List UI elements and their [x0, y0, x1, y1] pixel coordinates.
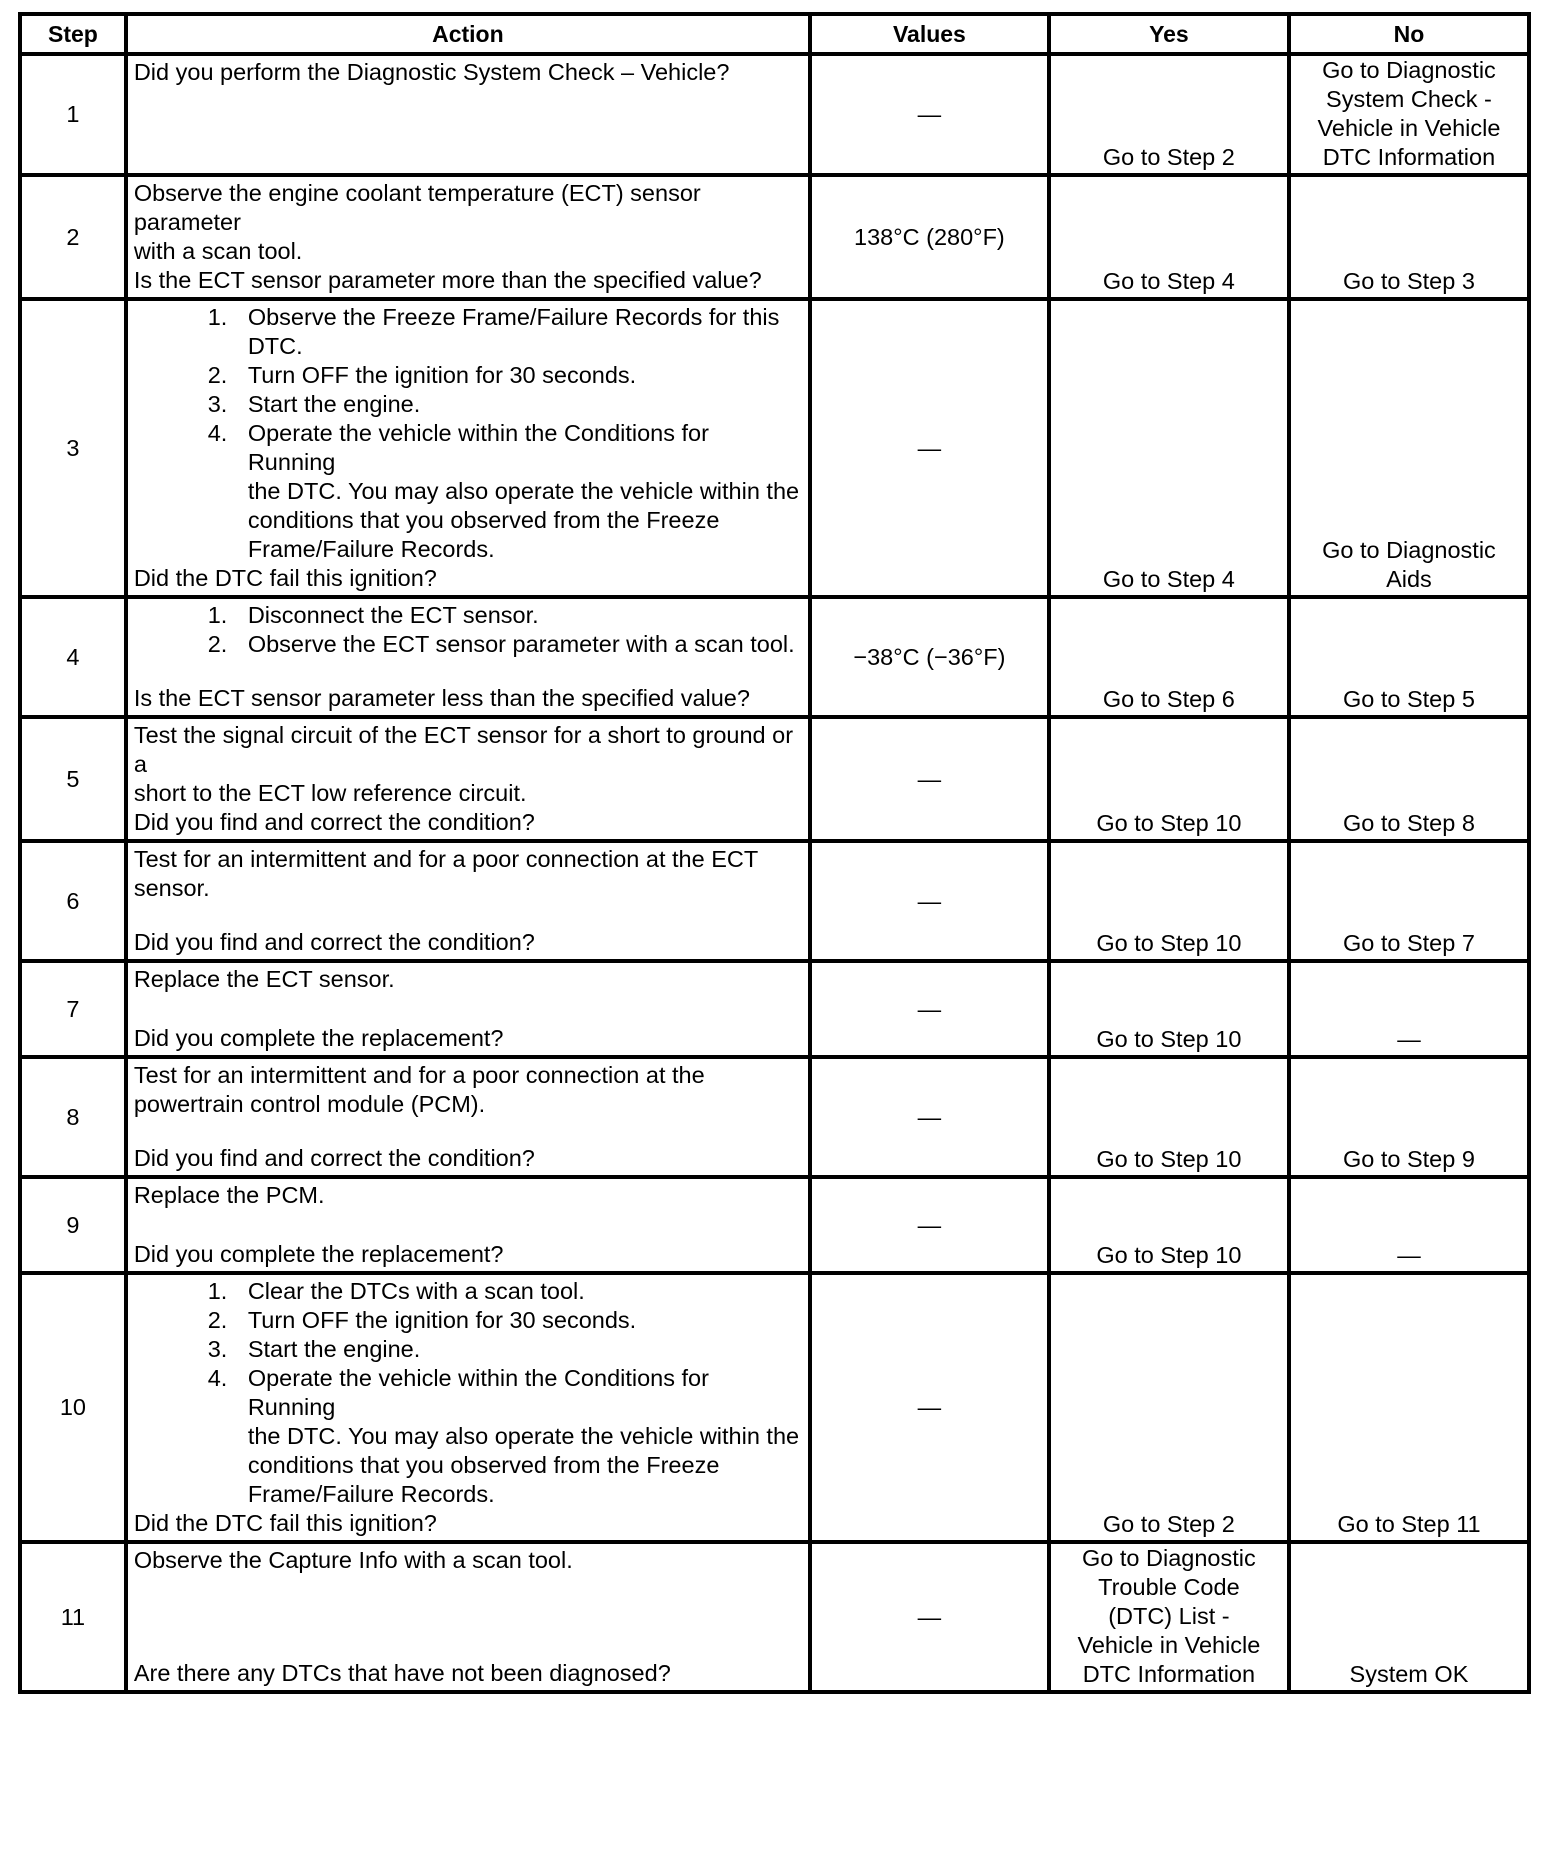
step-number: 5 [20, 717, 126, 841]
action-step-line: DTC. [247, 333, 303, 359]
no-line: Go to Step 8 [1342, 810, 1475, 836]
no-line: — [1397, 1242, 1421, 1268]
value-cell: — [810, 1542, 1049, 1692]
yes-cell [1049, 299, 1289, 597]
action-step-item [234, 630, 802, 659]
no-line: Go to Step 7 [1342, 930, 1475, 956]
yes-line: DTC Information [1082, 1661, 1256, 1687]
action-instructions [134, 1181, 802, 1210]
action-instructions [134, 303, 802, 564]
action-line: Observe the Capture Info with a scan tool. [133, 1547, 573, 1573]
action-cell [126, 841, 810, 961]
no-cell [1289, 961, 1529, 1057]
step-number: 4 [20, 597, 126, 717]
action-question: Did you complete the replacement? [133, 1025, 504, 1051]
action-step-item [234, 303, 802, 361]
action-line: Replace the ECT sensor. [133, 966, 395, 992]
yes-line: (DTC) List - [1108, 1603, 1230, 1629]
yes-cell [1049, 717, 1289, 841]
action-cell [126, 175, 810, 299]
value-cell: — [810, 717, 1049, 841]
action-line: Did you perform the Diagnostic System Check – Vehicle? [133, 59, 730, 85]
action-question: Did you find and correct the condition? [133, 929, 535, 955]
yes-line: Go to Step 4 [1102, 268, 1235, 294]
action-question: Are there any DTCs that have not been diagnosed? [133, 1660, 671, 1686]
value-cell: — [810, 1057, 1049, 1177]
action-step-item [234, 601, 802, 630]
table-row [20, 1273, 1529, 1542]
no-cell [1289, 299, 1529, 597]
step-number: 8 [20, 1057, 126, 1177]
action-question: Is the ECT sensor parameter more than the specified value? [133, 267, 762, 293]
yes-line: Go to Diagnostic [1082, 1545, 1256, 1571]
action-steps-list [134, 601, 802, 659]
action-instructions [134, 1061, 802, 1119]
header-step: Step [20, 14, 126, 54]
yes-line: Go to Step 10 [1096, 1242, 1242, 1268]
table-row [20, 961, 1529, 1057]
yes-cell [1049, 841, 1289, 961]
step-number: 11 [20, 1542, 126, 1692]
action-line: Test for an intermittent and for a poor connection at the [133, 1062, 705, 1088]
no-cell [1289, 597, 1529, 717]
action-line: Test the signal circuit of the ECT sensor for a short to ground or a [133, 722, 794, 777]
table-row [20, 299, 1529, 597]
no-line: Go to Step 5 [1342, 686, 1475, 712]
action-cell [126, 54, 810, 175]
action-step-line: 4. Operate the vehicle within the Conditions for Running [247, 1365, 709, 1420]
no-cell [1289, 1273, 1529, 1542]
action-line: sensor. [133, 875, 210, 901]
action-cell [126, 299, 810, 597]
no-line: System OK [1349, 1661, 1469, 1687]
value-cell: 138°C (280°F) [810, 175, 1049, 299]
value-cell: — [810, 54, 1049, 175]
value-cell: — [810, 1177, 1049, 1273]
action-instructions [134, 1546, 802, 1575]
action-step-line: 2. Turn OFF the ignition for 30 seconds. [247, 362, 637, 388]
yes-cell [1049, 1057, 1289, 1177]
yes-line: Go to Step 2 [1102, 1511, 1235, 1537]
yes-line: Go to Step 10 [1096, 1026, 1242, 1052]
no-line: System Check - [1326, 86, 1492, 112]
header-row [20, 14, 1529, 54]
no-line: Go to Step 9 [1342, 1146, 1475, 1172]
action-question: Did you find and correct the condition? [133, 1145, 535, 1171]
action-cell [126, 961, 810, 1057]
action-step-line: Frame/Failure Records. [247, 536, 495, 562]
action-cell [126, 1177, 810, 1273]
action-step-line: the DTC. You may also operate the vehicle within the [247, 478, 800, 504]
action-step-item [234, 1306, 802, 1335]
no-cell [1289, 841, 1529, 961]
action-line: Observe the engine coolant temperature (ECT) sensor parameter [133, 180, 701, 235]
action-step-line: 3. Start the engine. [247, 1336, 421, 1362]
table-row [20, 597, 1529, 717]
no-line: Aids [1386, 566, 1432, 592]
table-row [20, 1542, 1529, 1692]
no-cell [1289, 54, 1529, 175]
no-line: DTC Information [1322, 144, 1496, 170]
yes-line: Go to Step 6 [1102, 686, 1235, 712]
action-line: short to the ECT low reference circuit. [133, 780, 527, 806]
no-cell [1289, 1177, 1529, 1273]
yes-line: Go to Step 2 [1102, 144, 1235, 170]
value-cell: — [810, 1273, 1049, 1542]
step-number: 3 [20, 299, 126, 597]
action-line: Replace the PCM. [133, 1182, 325, 1208]
action-question: Did you find and correct the condition? [133, 809, 535, 835]
no-cell [1289, 175, 1529, 299]
action-step-line: 1. Clear the DTCs with a scan tool. [247, 1278, 585, 1304]
action-steps-list [134, 1277, 802, 1509]
value-cell: — [810, 841, 1049, 961]
value-cell: −38°C (−36°F) [810, 597, 1049, 717]
action-step-line: conditions that you observed from the Freeze [247, 507, 720, 533]
action-cell [126, 1273, 810, 1542]
action-step-line: 2. Turn OFF the ignition for 30 seconds. [247, 1307, 637, 1333]
value-cell: — [810, 299, 1049, 597]
yes-cell [1049, 961, 1289, 1057]
table-row [20, 717, 1529, 841]
table-row [20, 841, 1529, 961]
value-cell: — [810, 961, 1049, 1057]
action-line: Test for an intermittent and for a poor connection at the ECT [133, 846, 759, 872]
action-step-line: 1. Disconnect the ECT sensor. [247, 602, 539, 628]
step-number: 10 [20, 1273, 126, 1542]
action-cell [126, 717, 810, 841]
no-cell [1289, 1057, 1529, 1177]
no-line: Vehicle in Vehicle [1317, 115, 1501, 141]
yes-line: Trouble Code [1098, 1574, 1240, 1600]
step-number: 7 [20, 961, 126, 1057]
yes-cell [1049, 54, 1289, 175]
no-line: Go to Step 11 [1337, 1511, 1481, 1537]
yes-cell [1049, 1177, 1289, 1273]
table-row [20, 1177, 1529, 1273]
yes-cell [1049, 1273, 1289, 1542]
action-cell [126, 597, 810, 717]
action-cell [126, 1542, 810, 1692]
step-number: 6 [20, 841, 126, 961]
action-question: Did you complete the replacement? [133, 1241, 504, 1267]
action-step-item [234, 361, 802, 390]
no-cell [1289, 717, 1529, 841]
action-step-line: 4. Operate the vehicle within the Conditions for Running [247, 420, 709, 475]
action-instructions [134, 1277, 802, 1509]
action-instructions [134, 845, 802, 903]
action-step-line: the DTC. You may also operate the vehicle within the [247, 1423, 800, 1449]
action-step-item [234, 390, 802, 419]
table-body [20, 54, 1529, 1692]
action-instructions [134, 179, 802, 266]
action-instructions [134, 965, 802, 994]
yes-line: Go to Step 10 [1096, 930, 1242, 956]
no-line: Go to Step 3 [1342, 268, 1475, 294]
yes-cell [1049, 1542, 1289, 1692]
action-step-item [234, 419, 802, 564]
yes-line: Go to Step 10 [1096, 810, 1242, 836]
action-step-item [234, 1335, 802, 1364]
action-step-line: Frame/Failure Records. [247, 1481, 495, 1507]
action-question: Did the DTC fail this ignition? [133, 565, 437, 591]
yes-line: Go to Step 10 [1096, 1146, 1242, 1172]
action-step-line: conditions that you observed from the Freeze [247, 1452, 720, 1478]
action-step-item [234, 1277, 802, 1306]
header-action: Action [126, 14, 810, 54]
action-instructions [134, 58, 802, 87]
action-step-line: 3. Start the engine. [247, 391, 421, 417]
action-line: with a scan tool. [133, 238, 303, 264]
action-step-line: 1. Observe the Freeze Frame/Failure Records for this [247, 304, 780, 330]
table-row [20, 54, 1529, 175]
action-question: Did the DTC fail this ignition? [133, 1510, 437, 1536]
action-instructions [134, 721, 802, 808]
table-row [20, 175, 1529, 299]
action-instructions [134, 601, 802, 659]
header-yes: Yes [1049, 14, 1289, 54]
no-line: Go to Diagnostic [1322, 57, 1496, 83]
yes-line: Vehicle in Vehicle [1077, 1632, 1261, 1658]
diagnostic-table [18, 12, 1531, 1694]
no-cell [1289, 1542, 1529, 1692]
step-number: 1 [20, 54, 126, 175]
step-number: 9 [20, 1177, 126, 1273]
action-steps-list [134, 303, 802, 564]
action-line: powertrain control module (PCM). [133, 1091, 486, 1117]
yes-line: Go to Step 4 [1102, 566, 1235, 592]
no-line: Go to Diagnostic [1322, 537, 1496, 563]
header-no: No [1289, 14, 1529, 54]
action-cell [126, 1057, 810, 1177]
yes-cell [1049, 597, 1289, 717]
no-line: — [1397, 1026, 1421, 1052]
action-question: Is the ECT sensor parameter less than the specified value? [133, 685, 750, 711]
table-row [20, 1057, 1529, 1177]
action-step-item [234, 1364, 802, 1509]
header-values: Values [810, 14, 1049, 54]
action-step-line: 2. Observe the ECT sensor parameter with a scan tool. [247, 631, 795, 657]
step-number: 2 [20, 175, 126, 299]
yes-cell [1049, 175, 1289, 299]
